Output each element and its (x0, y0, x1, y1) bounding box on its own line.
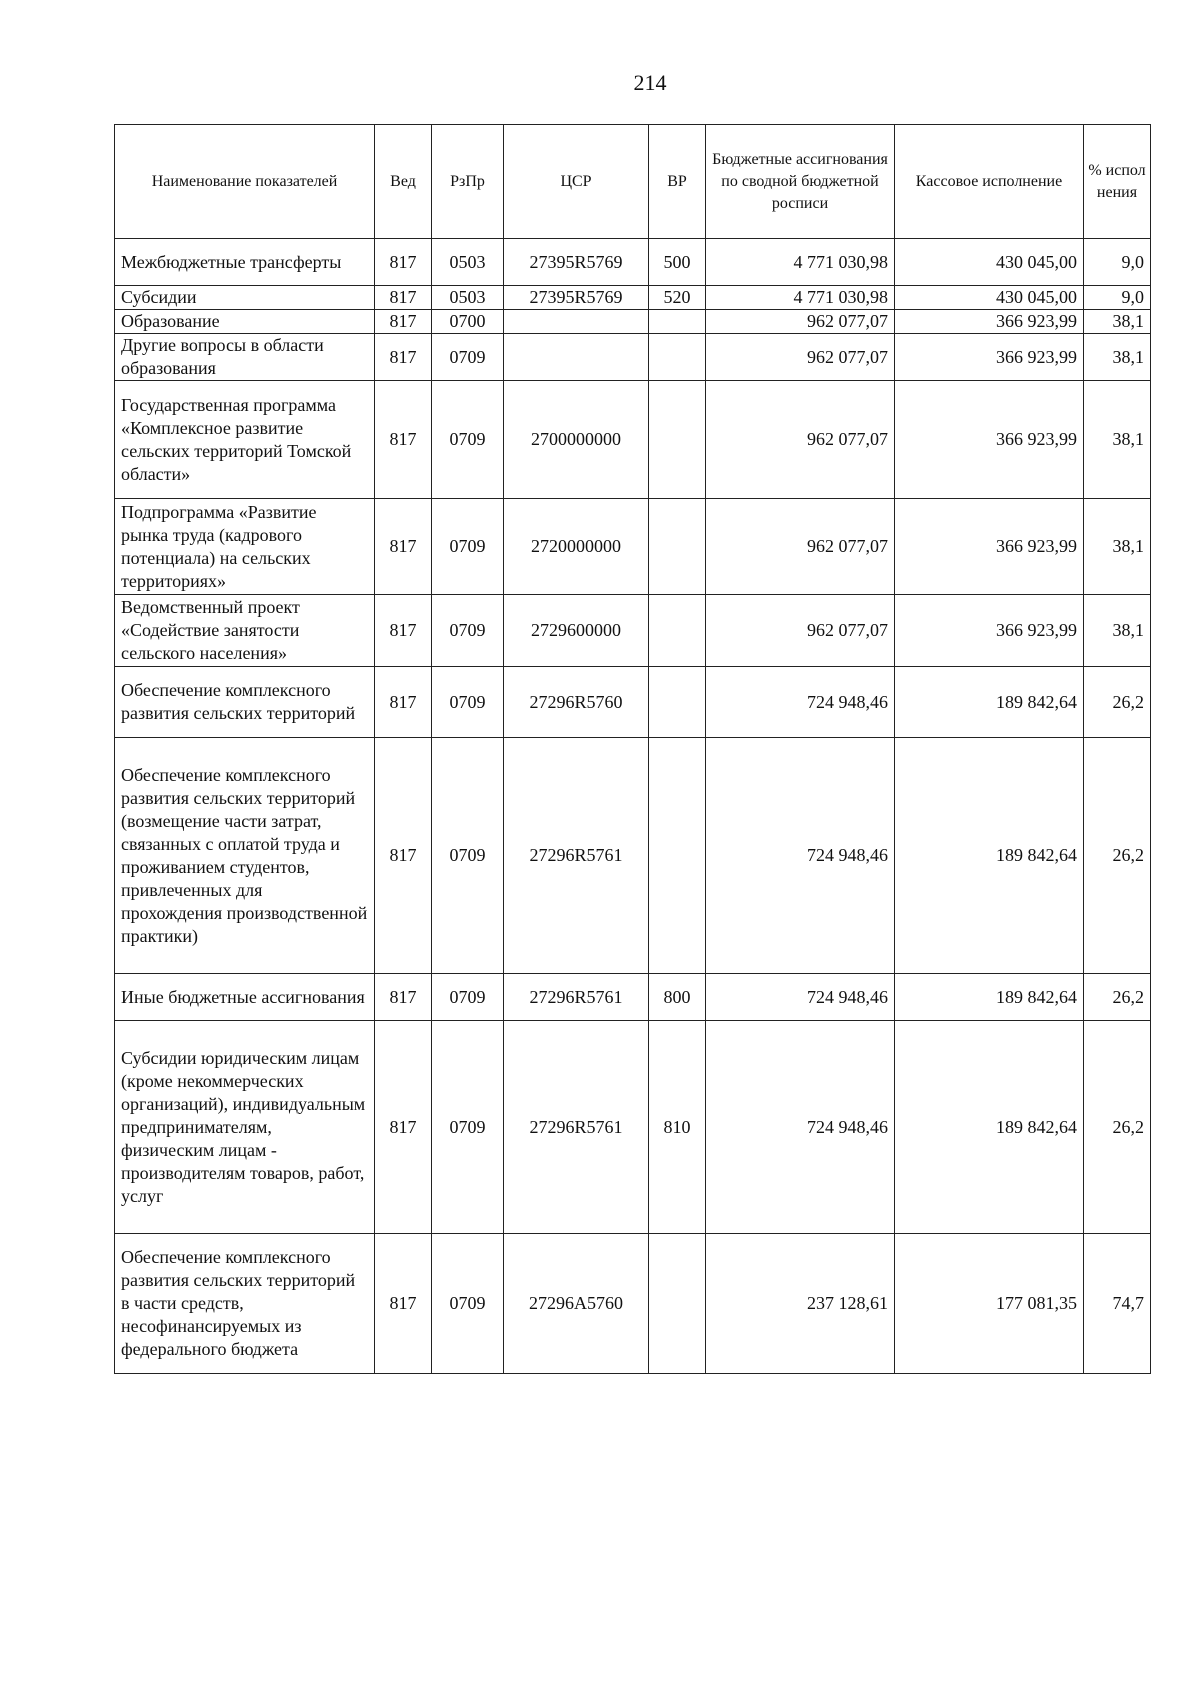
cell-cash-execution: 366 923,99 (895, 310, 1084, 334)
cell-name: Государственная программа «Комплексное развитие сельских территорий Томской области» (115, 381, 375, 499)
table-row (115, 595, 1151, 667)
cell-execution-percent: 38,1 (1084, 310, 1151, 334)
cell-rzpr: 0709 (432, 974, 504, 1021)
cell-execution-percent: 38,1 (1084, 499, 1151, 595)
cell-rzpr: 0709 (432, 334, 504, 381)
cell-rzpr: 0709 (432, 1021, 504, 1234)
table-row (115, 499, 1151, 595)
cell-vr (649, 738, 706, 974)
cell-rzpr: 0700 (432, 310, 504, 334)
header-csr: ЦСР (504, 125, 649, 239)
cell-rzpr: 0709 (432, 499, 504, 595)
cell-csr: 27296R5761 (504, 974, 649, 1021)
cell-assignments: 4 771 030,98 (706, 286, 895, 310)
cell-name: Межбюджетные трансферты (115, 239, 375, 286)
cell-csr (504, 334, 649, 381)
cell-execution-percent: 9,0 (1084, 286, 1151, 310)
header-execution-percent: % испол нения (1084, 125, 1151, 239)
cell-name: Обеспечение комплексного развития сельских территорий (возмещение части затрат, связанных с оплатой труда и проживанием студентов, привлеченных для прохождения производственной практики) (115, 738, 375, 974)
cell-assignments: 724 948,46 (706, 667, 895, 738)
cell-rzpr: 0503 (432, 239, 504, 286)
cell-csr: 2729600000 (504, 595, 649, 667)
cell-cash-execution: 430 045,00 (895, 286, 1084, 310)
cell-vr (649, 1234, 706, 1374)
cell-cash-execution: 430 045,00 (895, 239, 1084, 286)
cell-assignments: 4 771 030,98 (706, 239, 895, 286)
cell-rzpr: 0503 (432, 286, 504, 310)
cell-cash-execution: 177 081,35 (895, 1234, 1084, 1374)
cell-ved: 817 (375, 381, 432, 499)
cell-vr: 520 (649, 286, 706, 310)
cell-ved: 817 (375, 1234, 432, 1374)
cell-rzpr: 0709 (432, 381, 504, 499)
cell-name: Субсидии юридическим лицам (кроме некоммерческих организаций), индивидуальным предпринимателям, физическим лицам - производителям товаров, работ, услуг (115, 1021, 375, 1234)
cell-ved: 817 (375, 239, 432, 286)
cell-vr (649, 595, 706, 667)
header-cash-execution: Кассовое исполнение (895, 125, 1084, 239)
cell-cash-execution: 366 923,99 (895, 499, 1084, 595)
cell-vr: 810 (649, 1021, 706, 1234)
cell-cash-execution: 189 842,64 (895, 974, 1084, 1021)
cell-execution-percent: 38,1 (1084, 595, 1151, 667)
cell-assignments: 962 077,07 (706, 499, 895, 595)
cell-csr: 27296А5760 (504, 1234, 649, 1374)
cell-rzpr: 0709 (432, 1234, 504, 1374)
cell-name: Подпрограмма «Развитие рынка труда (кадрового потенциала) на сельских территориях» (115, 499, 375, 595)
table-row (115, 239, 1151, 286)
header-rzpr: РзПр (432, 125, 504, 239)
table-row (115, 667, 1151, 738)
cell-name: Ведомственный проект «Содействие занятости сельского населения» (115, 595, 375, 667)
cell-ved: 817 (375, 286, 432, 310)
cell-ved: 817 (375, 334, 432, 381)
cell-assignments: 962 077,07 (706, 334, 895, 381)
page-number: 214 (633, 70, 667, 95)
cell-assignments: 237 128,61 (706, 1234, 895, 1374)
cell-csr: 27395R5769 (504, 286, 649, 310)
cell-vr: 800 (649, 974, 706, 1021)
cell-name: Обеспечение комплексного развития сельских территорий (115, 667, 375, 738)
cell-execution-percent: 38,1 (1084, 334, 1151, 381)
cell-csr: 2720000000 (504, 499, 649, 595)
cell-name: Образование (115, 310, 375, 334)
cell-execution-percent: 26,2 (1084, 1021, 1151, 1234)
table-header-row (115, 125, 1151, 239)
table-row (115, 310, 1151, 334)
cell-vr: 500 (649, 239, 706, 286)
cell-csr: 27296R5760 (504, 667, 649, 738)
cell-execution-percent: 26,2 (1084, 667, 1151, 738)
cell-cash-execution: 189 842,64 (895, 667, 1084, 738)
cell-assignments: 962 077,07 (706, 595, 895, 667)
cell-vr (649, 334, 706, 381)
cell-rzpr: 0709 (432, 738, 504, 974)
cell-vr (649, 499, 706, 595)
table-row (115, 1021, 1151, 1234)
cell-name: Иные бюджетные ассигнования (115, 974, 375, 1021)
table-row (115, 1234, 1151, 1374)
cell-rzpr: 0709 (432, 595, 504, 667)
cell-rzpr: 0709 (432, 667, 504, 738)
cell-cash-execution: 366 923,99 (895, 334, 1084, 381)
cell-assignments: 724 948,46 (706, 974, 895, 1021)
cell-execution-percent: 74,7 (1084, 1234, 1151, 1374)
cell-vr (649, 381, 706, 499)
table-row (115, 974, 1151, 1021)
cell-execution-percent: 26,2 (1084, 974, 1151, 1021)
cell-execution-percent: 38,1 (1084, 381, 1151, 499)
table-row (115, 738, 1151, 974)
cell-cash-execution: 366 923,99 (895, 595, 1084, 667)
budget-execution-table (114, 124, 1151, 1374)
cell-csr: 27395R5769 (504, 239, 649, 286)
cell-name: Другие вопросы в области образования (115, 334, 375, 381)
table-row (115, 334, 1151, 381)
header-assignments: Бюджетные ассигнования по сводной бюджетной росписи (706, 125, 895, 239)
header-name: Наименование показателей (115, 125, 375, 239)
cell-ved: 817 (375, 499, 432, 595)
header-ved: Вед (375, 125, 432, 239)
cell-ved: 817 (375, 738, 432, 974)
cell-cash-execution: 366 923,99 (895, 381, 1084, 499)
cell-execution-percent: 9,0 (1084, 239, 1151, 286)
cell-csr: 27296R5761 (504, 738, 649, 974)
cell-ved: 817 (375, 1021, 432, 1234)
cell-name: Субсидии (115, 286, 375, 310)
cell-execution-percent: 26,2 (1084, 738, 1151, 974)
cell-ved: 817 (375, 595, 432, 667)
cell-csr: 2700000000 (504, 381, 649, 499)
cell-assignments: 724 948,46 (706, 738, 895, 974)
header-vr: ВР (649, 125, 706, 239)
cell-name: Обеспечение комплексного развития сельских территорий в части средств, несофинансируемых из федерального бюджета (115, 1234, 375, 1374)
cell-csr (504, 310, 649, 334)
cell-cash-execution: 189 842,64 (895, 1021, 1084, 1234)
cell-vr (649, 310, 706, 334)
cell-vr (649, 667, 706, 738)
cell-cash-execution: 189 842,64 (895, 738, 1084, 974)
cell-assignments: 724 948,46 (706, 1021, 895, 1234)
cell-csr: 27296R5761 (504, 1021, 649, 1234)
cell-ved: 817 (375, 667, 432, 738)
cell-assignments: 962 077,07 (706, 310, 895, 334)
cell-ved: 817 (375, 310, 432, 334)
cell-assignments: 962 077,07 (706, 381, 895, 499)
cell-ved: 817 (375, 974, 432, 1021)
table-row (115, 286, 1151, 310)
table-row (115, 381, 1151, 499)
